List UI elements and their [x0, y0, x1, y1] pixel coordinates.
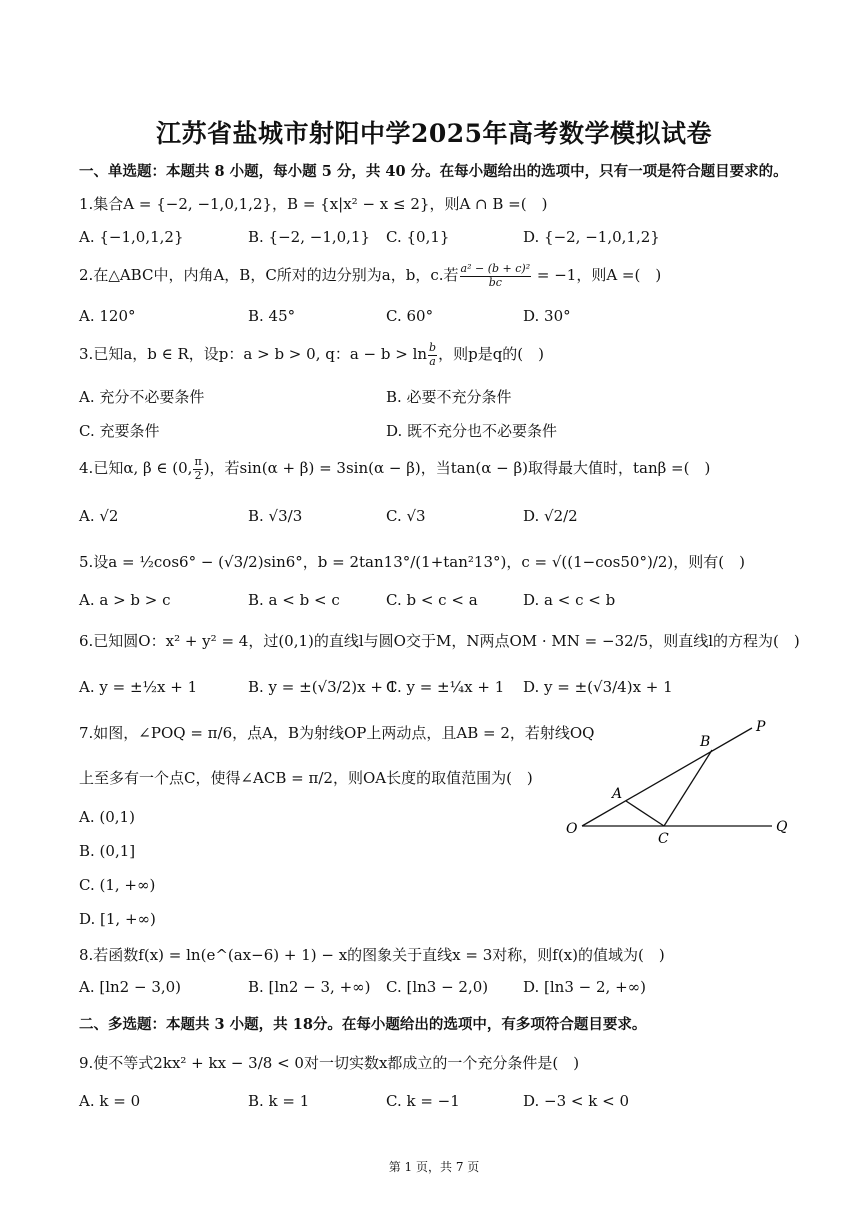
q6-option-a[interactable]: A. y = ±½x + 1 [79, 678, 198, 696]
q2-option-b[interactable]: B. 45° [248, 307, 296, 325]
geometry-figure [560, 712, 800, 852]
q8-option-a[interactable]: A. [ln2 − 3,0) [79, 978, 182, 996]
q3-fraction [428, 342, 437, 368]
section-multiple-choice: 二、多选题：本题共 3 小题，共 18分。在每小题给出的选项中，有多项符合题目要求。 [79, 1016, 647, 1033]
question-1: 1.集合A = {−2, −1,0,1,2}，B = {x|x² − x ≤ 2}，则A ∩ B =( ) [79, 195, 548, 213]
q2-number: 2. [79, 266, 94, 285]
q2-option-a[interactable]: A. 120° [79, 307, 136, 325]
label-c: C [658, 831, 669, 847]
q3-option-a[interactable]: A. 充分不必要条件 [79, 388, 205, 406]
q7-option-a[interactable]: A. (0,1) [79, 808, 135, 826]
q3-text-a: 已知a，b ∈ R，设p：a > b > 0, q：a − b > ln [93, 345, 428, 364]
q4-text-b: )，若sin(α + β) = 3sin(α − β)，当tan(α − β)取得最大值时，tanβ =( ) [203, 459, 711, 478]
q2-option-c[interactable]: C. 60° [386, 307, 434, 325]
question-2 [79, 263, 661, 289]
q7-option-b[interactable]: B. (0,1] [79, 842, 136, 860]
q3-frac-num: b [429, 341, 437, 354]
q4-frac-den: 2 [194, 468, 202, 482]
label-q: Q [776, 819, 788, 835]
q1-option-c[interactable]: C. {0,1} [386, 228, 450, 246]
q9-option-b[interactable]: B. k = 1 [248, 1092, 310, 1110]
section-single-choice: 一、单选题：本题共 8 小题，每小题 5 分，共 40 分。在每小题给出的选项中，只有一项是符合题目要求的。 [79, 163, 788, 180]
question-5: 5.设a = ½cos6° − (√3/2)sin6°，b = 2tan13°/(1+tan²13°)，c = √((1−cos50°)/2)，则有( ) [79, 553, 745, 571]
q5-option-b[interactable]: B. a < b < c [248, 591, 340, 609]
label-b: B [700, 734, 711, 750]
q6-option-d[interactable]: D. y = ±(√3/4)x + 1 [523, 678, 673, 696]
segment-ac [626, 801, 664, 826]
q2-option-d[interactable]: D. 30° [523, 307, 571, 325]
q4-text-a: 已知α, β ∈ (0, [93, 459, 193, 478]
q4-frac-num: π [194, 455, 202, 468]
page-footer: 第 1 页，共 7 页 [388, 1160, 480, 1174]
q8-option-d[interactable]: D. [ln3 − 2, +∞) [523, 978, 646, 996]
q3-number: 3. [79, 345, 94, 364]
q7-option-d[interactable]: D. [1, +∞) [79, 910, 156, 928]
q2-frac-den: bc [488, 275, 502, 289]
q2-fraction [460, 263, 532, 289]
q4-option-c[interactable]: C. √3 [386, 507, 426, 525]
label-o: O [566, 821, 578, 837]
question-4 [79, 456, 710, 482]
q1-option-b[interactable]: B. {−2, −1,0,1} [248, 228, 371, 246]
q8-option-b[interactable]: B. [ln2 − 3, +∞) [248, 978, 371, 996]
question-8: 8.若函数f(x) = ln(e^(ax−6) + 1) − x的图象关于直线x = 3对称，则f(x)的值域为( ) [79, 946, 665, 964]
q3-option-b[interactable]: B. 必要不充分条件 [386, 388, 512, 406]
question-7-line-1: 7.如图，∠POQ = π/6，点A，B为射线OP上两动点，且AB = 2，若射线OQ [79, 724, 595, 742]
question-6: 6.已知圆O：x² + y² = 4，过(0,1)的直线l与圆O交于M，N两点OM · MN = −32/5，则直线l的方程为( ) [79, 632, 800, 650]
exam-title: 江苏省盐城市射阳中学2025年高考数学模拟试卷 [155, 119, 713, 148]
q1-option-d[interactable]: D. {−2, −1,0,1,2} [523, 228, 660, 246]
q2-text-b: = −1，则A =( ) [532, 266, 662, 285]
label-a: A [612, 786, 623, 802]
q4-number: 4. [79, 459, 94, 478]
q2-text-a: 在△ABC中，内角A，B，C所对的边分别为a，b，c.若 [93, 266, 459, 285]
q9-option-d[interactable]: D. −3 < k < 0 [523, 1092, 629, 1110]
label-p: P [756, 719, 766, 735]
q2-frac-num: a² − (b + c)² [460, 262, 531, 275]
q6-option-c[interactable]: C. y = ±¼x + 1 [386, 678, 505, 696]
question-3 [79, 342, 544, 368]
q4-option-b[interactable]: B. √3/3 [248, 507, 303, 525]
ray-op [582, 728, 752, 826]
q6-option-b[interactable]: B. y = ±(√3/2)x + 1 [248, 678, 398, 696]
segment-bc [664, 750, 712, 826]
q1-option-a[interactable]: A. {−1,0,1,2} [79, 228, 184, 246]
q9-option-a[interactable]: A. k = 0 [79, 1092, 141, 1110]
q3-option-c[interactable]: C. 充要条件 [79, 422, 160, 440]
q4-option-a[interactable]: A. √2 [79, 507, 119, 525]
q4-fraction [193, 456, 202, 482]
question-7-line-2: 上至多有一个点C，使得∠ACB = π/2，则OA长度的取值范围为( ) [79, 769, 533, 787]
q8-option-c[interactable]: C. [ln3 − 2,0) [386, 978, 489, 996]
q5-option-c[interactable]: C. b < c < a [386, 591, 478, 609]
q7-option-c[interactable]: C. (1, +∞) [79, 876, 156, 894]
q4-option-d[interactable]: D. √2/2 [523, 507, 578, 525]
q3-option-d[interactable]: D. 既不充分也不必要条件 [386, 422, 558, 440]
q9-option-c[interactable]: C. k = −1 [386, 1092, 460, 1110]
q3-text-b: ，则p是q的( ) [438, 345, 545, 364]
q5-option-a[interactable]: A. a > b > c [79, 591, 171, 609]
q3-frac-den: a [429, 354, 436, 368]
q5-option-d[interactable]: D. a < c < b [523, 591, 616, 609]
question-9: 9.使不等式2kx² + kx − 3/8 < 0对一切实数x都成立的一个充分条件是( ) [79, 1054, 580, 1072]
